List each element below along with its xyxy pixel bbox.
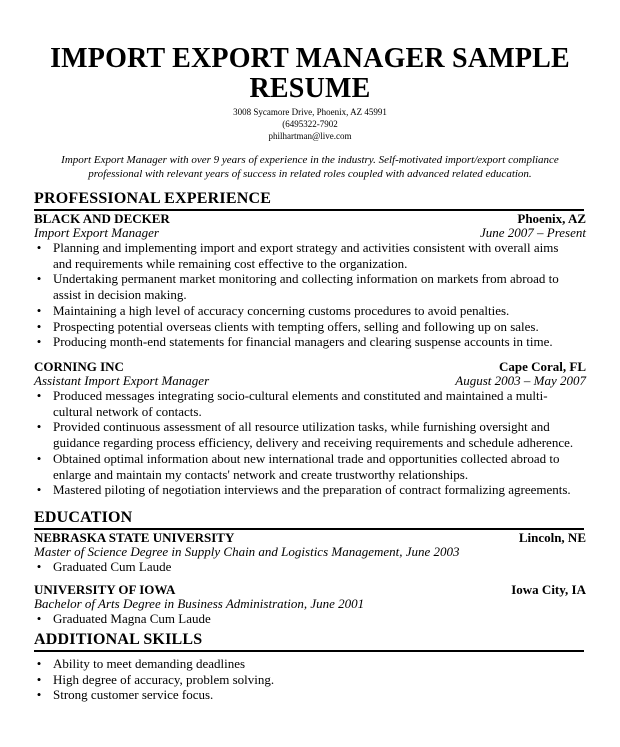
education-heading: EDUCATION (34, 509, 584, 530)
bullet-icon: • (36, 302, 42, 318)
bullet-text: Graduated Cum Laude (53, 559, 172, 574)
job-2-dates: August 2003 – May 2007 (455, 373, 586, 388)
list-item (34, 419, 586, 450)
bullet-icon: • (36, 671, 42, 687)
job-1-company: BLACK AND DECKER (34, 211, 170, 226)
school-1-name: NEBRASKA STATE UNIVERSITY (34, 530, 235, 545)
bullet-icon: • (36, 559, 42, 574)
job-1-dates: June 2007 – Present (479, 225, 586, 240)
bullet-text: Produced messages integrating socio-cultural elements and constituted and maintained a multi- (53, 388, 548, 403)
summary-line-2: professional with relevant years of success in related roles coupled with advanced related education. (88, 168, 532, 180)
job-1-location: Phoenix, AZ (517, 211, 586, 226)
list-item (34, 388, 586, 419)
bullet-icon: • (36, 450, 42, 466)
bullet-text: High degree of accuracy, problem solving. (53, 671, 275, 687)
bullet-icon: • (36, 318, 42, 334)
resume-title-line-2: RESUME (249, 73, 371, 104)
bullet-text-cont: cultural network of contacts. (53, 403, 202, 419)
contact-phone: (6495322-7902 (282, 119, 338, 129)
bullet-icon: • (36, 611, 42, 626)
job-1-bullets (34, 240, 586, 350)
bullet-text: Graduated Magna Cum Laude (53, 611, 211, 626)
bullet-text: Maintaining a high level of accuracy concerning customs procedures to avoid penalties. (53, 302, 510, 318)
bullet-text: Prospecting potential overseas clients with tempting offers, selling and following up on sales. (53, 318, 539, 334)
job-2-role: Assistant Import Export Manager (34, 373, 210, 388)
school-2-location: Iowa City, IA (511, 582, 586, 597)
job-2-company: CORNING INC (34, 359, 124, 374)
list-item (34, 319, 586, 335)
bullet-icon: • (36, 482, 42, 498)
list-item (34, 687, 586, 703)
school-2-name: UNIVERSITY OF IOWA (34, 582, 176, 597)
school-1-header (34, 531, 586, 545)
summary-line-1: Import Export Manager with over 9 years of experience in the industry. Self-motivated import/export compliance (61, 154, 559, 166)
school-1-degree-row (34, 545, 586, 559)
skills-heading: ADDITIONAL SKILLS (34, 631, 584, 652)
job-1-role: Import Export Manager (34, 225, 159, 240)
list-item (34, 303, 586, 319)
bullet-icon: • (36, 334, 42, 350)
list-item (34, 611, 586, 627)
school-1-degree: Master of Science Degree in Supply Chain and Logistics Management, June 2003 (34, 544, 460, 559)
job-2-header (34, 360, 586, 374)
list-item (34, 334, 586, 350)
bullet-text: Provided continuous assessment of all resource utilization tasks, while furnishing oversight and (53, 419, 550, 435)
job-2-location: Cape Coral, FL (498, 359, 586, 374)
skills-bullets (34, 656, 586, 703)
list-item (34, 271, 586, 302)
job-1-subheader (34, 226, 586, 240)
contact-address: 3008 Sycamore Drive, Phoenix, AZ 45991 (233, 107, 387, 117)
bullet-icon: • (36, 687, 42, 703)
bullet-icon: • (36, 388, 42, 403)
job-1-header (34, 212, 586, 226)
bullet-text-cont: and requirements while remaining cost effective to the organization. (53, 255, 408, 271)
list-item (34, 559, 586, 575)
bullet-text: Obtained optimal information about new international trade and opportunities collected abroad to (53, 450, 560, 466)
school-2-degree: Bachelor of Arts Degree in Business Administration, June 2001 (34, 596, 365, 611)
list-item (34, 482, 586, 498)
job-2-bullets (34, 388, 586, 498)
bullet-icon: • (36, 656, 42, 671)
bullet-icon: • (36, 240, 42, 255)
school-1-bullets (34, 559, 586, 575)
experience-heading: PROFESSIONAL EXPERIENCE (34, 190, 584, 211)
job-2-subheader (34, 374, 586, 388)
list-item (34, 656, 586, 672)
bullet-text: Planning and implementing import and export strategy and activities consistent with overall aims (53, 240, 559, 255)
bullet-text: Producing month-end statements for financial managers and clearing suspense accounts in time. (53, 334, 553, 350)
bullet-text-cont: assist in decision making. (53, 287, 187, 303)
school-2-bullets (34, 611, 586, 627)
list-item (34, 240, 586, 271)
bullet-icon: • (36, 271, 42, 287)
bullet-text-cont: enlarge and maintain my contacts' network and create trustworthy relationships. (53, 466, 469, 482)
school-2-degree-row (34, 597, 586, 611)
bullet-icon: • (36, 419, 42, 435)
bullet-text: Ability to meet demanding deadlines (53, 656, 246, 671)
list-item (34, 451, 586, 482)
bullet-text: Strong customer service focus. (53, 687, 214, 703)
contact-email: philhartman@live.com (268, 131, 352, 141)
resume-title-line-1: IMPORT EXPORT MANAGER SAMPLE (50, 43, 570, 74)
bullet-text: Mastered piloting of negotiation interviews and the preparation of contract formalizing agreements. (53, 482, 571, 498)
list-item (34, 672, 586, 688)
bullet-text: Undertaking permanent market monitoring and collecting information on markets from abroad to (53, 271, 559, 287)
school-1-location: Lincoln, NE (518, 530, 586, 545)
bullet-text-cont: guidance regarding process efficiency, delivery and receiving requirements and schedule adherence. (53, 435, 574, 451)
school-2-header (34, 583, 586, 597)
